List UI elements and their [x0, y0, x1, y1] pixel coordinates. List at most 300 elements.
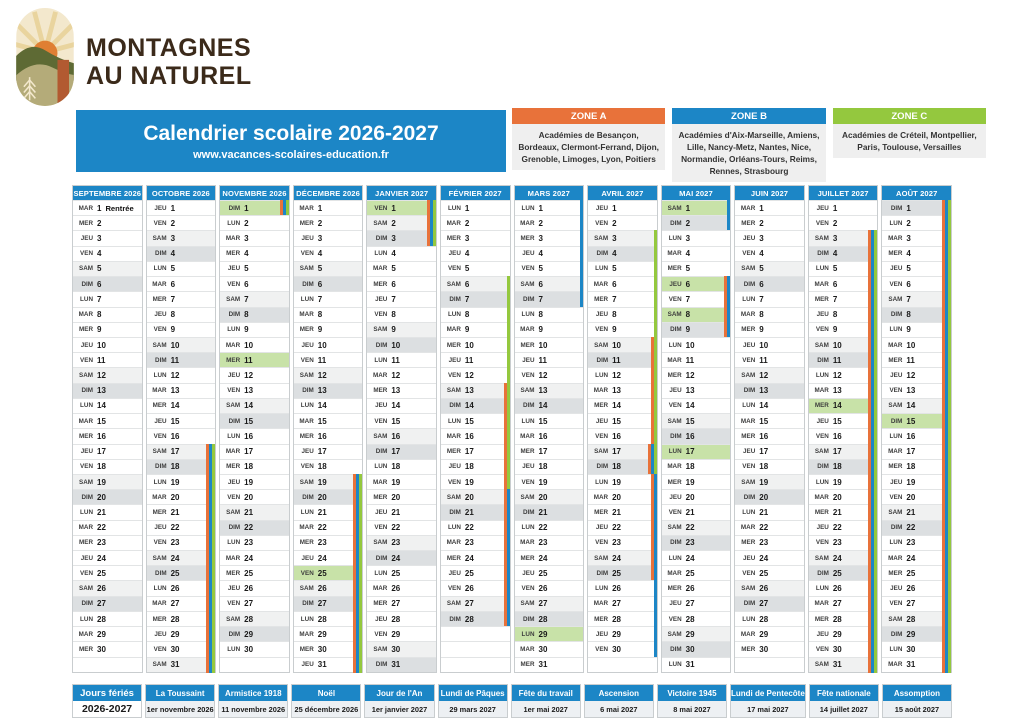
day-number: 23 — [906, 538, 916, 548]
day-cell — [220, 611, 289, 626]
day-cell — [662, 550, 731, 565]
day-number: 27 — [612, 599, 621, 609]
day-number: 9 — [612, 325, 617, 335]
month-header: JANVIER 2027 — [367, 186, 436, 200]
weekday-label: MAR — [78, 417, 93, 425]
day-cell — [220, 459, 289, 474]
zone-c-vacation-stripe — [948, 489, 951, 505]
day-number: 11 — [244, 355, 253, 365]
holiday-box — [438, 684, 508, 718]
day-number: 4 — [759, 249, 764, 259]
day-cell — [588, 504, 657, 519]
day-cell — [294, 580, 363, 595]
weekday-label: MER — [226, 569, 241, 577]
weekday-label: MER — [299, 219, 314, 227]
day-number: 1 — [391, 203, 396, 213]
day-number: 12 — [832, 371, 842, 381]
weekday-label: SAM — [299, 265, 314, 273]
day-number: 10 — [759, 340, 769, 350]
day-cell — [882, 276, 951, 291]
weekday-label: DIM — [890, 204, 903, 212]
day-cell — [882, 504, 951, 519]
weekday-label: LUN — [153, 265, 167, 273]
weekday-label: JEU — [80, 554, 93, 562]
day-number: 2 — [906, 218, 911, 228]
weekday-label: LUN — [227, 219, 241, 227]
day-number: 2 — [170, 218, 176, 228]
day-number: 20 — [832, 492, 842, 502]
logo-wordmark — [86, 34, 252, 90]
holiday-date: 29 mars 2027 — [439, 701, 507, 717]
day-number: 7 — [759, 294, 764, 304]
day-cell — [515, 489, 584, 504]
day-cell — [735, 535, 804, 550]
day-cell — [367, 550, 436, 565]
day-cell — [147, 641, 216, 656]
weekday-label: MER — [446, 341, 461, 349]
day-number: 26 — [832, 584, 842, 594]
month-column — [293, 185, 364, 673]
weekday-label: MER — [373, 493, 388, 501]
weekday-label: VEN — [80, 356, 93, 364]
day-number: 25 — [97, 568, 106, 578]
weekday-label: VEN — [300, 569, 314, 577]
day-number: 1 — [97, 203, 102, 213]
day-number: 22 — [832, 523, 842, 533]
day-number: 27 — [464, 599, 474, 609]
weekday-label: MER — [299, 539, 314, 547]
day-number: 25 — [759, 568, 769, 578]
weekday-label: DIM — [596, 356, 609, 364]
weekday-label: DIM — [228, 204, 241, 212]
day-cell — [441, 383, 510, 398]
day-number: 3 — [759, 234, 764, 244]
day-cell — [220, 215, 289, 230]
zone-c-vacation-stripe — [212, 504, 215, 520]
weekday-label: MAR — [520, 326, 535, 334]
weekday-label: SAM — [79, 265, 93, 273]
day-number: 13 — [97, 386, 106, 396]
day-cell — [220, 367, 289, 382]
day-cell — [735, 596, 804, 611]
day-cell — [220, 657, 289, 672]
holiday-date: 6 mai 2027 — [585, 701, 653, 717]
weekday-label: DIM — [890, 311, 903, 319]
weekday-label: DIM — [890, 417, 903, 425]
weekday-label: LUN — [595, 585, 609, 593]
weekday-label: VEN — [668, 615, 682, 623]
day-cell — [809, 230, 878, 245]
weekday-label: VEN — [153, 326, 167, 334]
zone-c-academies: Académies de Créteil, Montpellier, Paris, Toulouse, Versailles — [833, 124, 986, 158]
day-number: 25 — [170, 568, 180, 578]
day-cell — [73, 626, 142, 641]
month-header: OCTOBRE 2026 — [147, 186, 216, 200]
weekday-label: SAM — [520, 493, 535, 501]
month-header: AOÛT 2027 — [882, 186, 951, 200]
weekday-label: SAM — [373, 326, 388, 334]
day-number: 17 — [906, 447, 916, 457]
day-number: 6 — [317, 279, 323, 289]
day-number: 19 — [685, 477, 695, 487]
day-cell — [367, 565, 436, 580]
day-number: 20 — [538, 492, 548, 502]
weekday-label: MAR — [667, 250, 682, 258]
weekday-label: LUN — [374, 569, 388, 577]
day-number: 10 — [464, 340, 474, 350]
day-cell — [735, 611, 804, 626]
weekday-label: VEN — [80, 463, 93, 471]
zone-c-box — [833, 108, 986, 182]
day-cell — [220, 413, 289, 428]
zone-c-vacation-stripe — [654, 291, 657, 307]
zone-c-vacation-stripe — [874, 596, 877, 612]
day-cell — [73, 276, 142, 291]
day-cell — [220, 565, 289, 580]
weekday-label: MER — [299, 432, 314, 440]
day-number: 13 — [685, 386, 695, 396]
weekday-label: VEN — [889, 387, 903, 395]
day-number: 3 — [464, 234, 470, 244]
day-cell — [809, 444, 878, 459]
day-cell — [367, 535, 436, 550]
zone-a-box — [512, 108, 665, 182]
weekday-label: MER — [741, 432, 756, 440]
day-number: 6 — [759, 279, 764, 289]
month-header: AVRIL 2027 — [588, 186, 657, 200]
day-number: 4 — [832, 249, 838, 259]
zone-c-vacation-stripe — [654, 459, 657, 475]
day-number: 20 — [170, 492, 180, 502]
zone-a-academies: Académies de Besançon, Bordeaux, Clermont-Ferrand, Dijon, Grenoble, Limoges, Lyon, Poitiers — [512, 124, 665, 170]
zone-c-vacation-stripe — [874, 535, 877, 551]
day-cell — [882, 611, 951, 626]
day-cell — [220, 520, 289, 535]
zone-c-vacation-stripe — [948, 657, 951, 673]
weekday-label: LUN — [889, 219, 903, 227]
weekday-label: DIM — [375, 661, 388, 669]
day-cell — [441, 276, 510, 291]
day-cell — [735, 626, 804, 641]
zone-c-vacation-stripe — [507, 459, 510, 475]
day-cell — [220, 596, 289, 611]
day-cell — [515, 261, 584, 276]
zone-c-vacation-stripe — [948, 337, 951, 353]
zone-c-vacation-stripe — [874, 261, 877, 277]
day-number: 10 — [244, 340, 254, 350]
day-number: 17 — [759, 447, 769, 457]
weekday-label: MER — [667, 372, 682, 380]
zone-c-vacation-stripe — [507, 367, 510, 383]
day-number: 6 — [832, 279, 838, 289]
weekday-label: VEN — [815, 326, 829, 334]
day-cell — [441, 565, 510, 580]
day-number: 20 — [464, 492, 474, 502]
day-number: 16 — [832, 431, 842, 441]
day-number: 29 — [832, 629, 842, 639]
weekday-label: JEU — [154, 630, 167, 638]
day-cell — [147, 520, 216, 535]
day-number: 14 — [170, 401, 180, 411]
zone-c-vacation-stripe — [874, 246, 877, 262]
weekday-label: MAR — [225, 448, 241, 456]
day-cell — [147, 413, 216, 428]
day-number: 16 — [464, 431, 474, 441]
zone-b-vacation-stripe — [727, 215, 730, 231]
day-number: 9 — [391, 325, 396, 335]
day-cell — [809, 580, 878, 595]
weekday-label: SAM — [741, 478, 756, 486]
day-cell — [588, 459, 657, 474]
day-number: 15 — [906, 416, 916, 426]
day-cell — [73, 596, 142, 611]
day-cell — [588, 230, 657, 245]
weekday-label: JEU — [743, 341, 756, 349]
weekday-label: LUN — [153, 478, 167, 486]
day-number: 27 — [759, 599, 769, 609]
weekday-label: MER — [373, 600, 388, 608]
day-number: 2 — [538, 218, 543, 228]
weekday-label: MER — [888, 250, 903, 258]
zone-c-vacation-stripe — [286, 200, 289, 216]
day-cell — [441, 580, 510, 595]
day-number: 21 — [170, 507, 180, 517]
month-header: JUILLET 2027 — [809, 186, 878, 200]
day-number: 2 — [464, 218, 470, 228]
weekday-label: VEN — [374, 204, 388, 212]
zone-b-header: ZONE B — [672, 108, 825, 124]
day-cell — [662, 383, 731, 398]
day-number: 28 — [97, 614, 106, 624]
weekday-label: DIM — [596, 463, 609, 471]
day-cell — [441, 596, 510, 611]
day-number: 16 — [759, 431, 769, 441]
weekday-label: LUN — [374, 463, 388, 471]
day-number: 28 — [391, 614, 401, 624]
weekday-label: MER — [814, 295, 829, 303]
weekday-label: LUN — [80, 402, 93, 410]
day-number: 27 — [685, 599, 695, 609]
day-cell — [588, 489, 657, 504]
zone-c-vacation-stripe — [948, 398, 951, 414]
weekday-label: MER — [667, 585, 682, 593]
day-cell — [809, 428, 878, 443]
weekday-label: LUN — [595, 372, 609, 380]
day-cell — [809, 367, 878, 382]
day-cell — [441, 398, 510, 413]
day-number: 13 — [832, 386, 842, 396]
day-cell — [882, 657, 951, 672]
weekday-label: JEU — [595, 311, 609, 319]
day-cell — [220, 352, 289, 367]
day-cell — [441, 550, 510, 565]
weekday-label: JEU — [227, 265, 241, 273]
day-number: 6 — [97, 279, 102, 289]
day-number: 28 — [832, 614, 842, 624]
day-cell — [662, 428, 731, 443]
zone-b-vacation-stripe — [654, 550, 657, 566]
day-number: 16 — [612, 431, 621, 441]
day-number: 11 — [97, 355, 106, 365]
day-number: 15 — [391, 416, 401, 426]
day-number: 29 — [391, 629, 401, 639]
day-cell — [882, 200, 951, 215]
day-cell — [294, 459, 363, 474]
zone-c-vacation-stripe — [874, 413, 877, 429]
day-number: 26 — [685, 584, 695, 594]
day-cell — [73, 413, 142, 428]
day-cell — [809, 246, 878, 261]
day-number: 16 — [244, 431, 254, 441]
weekday-label: MER — [79, 326, 93, 334]
weekday-label: LUN — [227, 539, 241, 547]
zone-c-vacation-stripe — [948, 641, 951, 657]
zone-c-vacation-stripe — [507, 444, 510, 460]
day-cell — [882, 535, 951, 550]
weekday-label: SAM — [594, 448, 609, 456]
weekday-label: VEN — [447, 265, 461, 273]
day-cell — [809, 641, 878, 656]
weekday-label: SAM — [594, 235, 609, 243]
zone-c-vacation-stripe — [654, 322, 657, 338]
holiday-box — [218, 684, 288, 718]
day-number: 30 — [906, 644, 916, 654]
day-cell — [73, 352, 142, 367]
day-cell — [441, 322, 510, 337]
day-cell — [73, 657, 142, 672]
day-number: 24 — [391, 553, 401, 563]
day-cell — [809, 520, 878, 535]
day-number: 14 — [97, 401, 106, 411]
day-cell — [662, 657, 731, 672]
weekday-label: MER — [446, 448, 461, 456]
day-number: 6 — [685, 279, 691, 289]
weekday-label: VEN — [595, 326, 609, 334]
month-column — [72, 185, 143, 673]
day-number: 22 — [685, 523, 695, 533]
zone-c-vacation-stripe — [874, 383, 877, 399]
weekday-label: VEN — [595, 432, 609, 440]
day-number: 6 — [170, 279, 176, 289]
weekday-label: MAR — [888, 235, 903, 243]
zone-c-vacation-stripe — [359, 657, 362, 673]
zone-c-vacation-stripe — [874, 367, 877, 383]
weekday-label: JEU — [227, 585, 241, 593]
day-cell — [294, 444, 363, 459]
weekday-label: DIM — [522, 402, 535, 410]
day-number: 17 — [538, 447, 548, 457]
day-cell — [147, 596, 216, 611]
day-cell — [294, 535, 363, 550]
holiday-name: Victoire 1945 — [658, 685, 726, 701]
zone-c-vacation-stripe — [212, 489, 215, 505]
day-number: 26 — [391, 584, 401, 594]
weekday-label: MER — [814, 402, 829, 410]
site-url: www.vacances-scolaires-education.fr — [193, 148, 389, 161]
day-cell — [515, 230, 584, 245]
weekday-label: SAM — [373, 645, 388, 653]
day-cell — [809, 535, 878, 550]
day-number: 16 — [538, 431, 548, 441]
day-cell — [220, 230, 289, 245]
day-cell — [441, 428, 510, 443]
day-number: 14 — [759, 401, 769, 411]
weekday-label: SAM — [888, 295, 903, 303]
weekday-label: MER — [814, 508, 829, 516]
day-cell — [809, 322, 878, 337]
day-cell — [735, 580, 804, 595]
weekday-label: SAM — [299, 585, 314, 593]
day-number: 3 — [612, 234, 617, 244]
weekday-label: MER — [152, 402, 167, 410]
weekday-label: VEN — [374, 630, 388, 638]
day-number: 27 — [538, 599, 548, 609]
day-number: 16 — [317, 431, 327, 441]
logo-line2: AU NATUREL — [86, 62, 252, 90]
weekday-label: VEN — [668, 508, 682, 516]
month-column — [587, 185, 658, 673]
day-number: 3 — [685, 234, 691, 244]
day-number: 24 — [244, 553, 254, 563]
day-cell — [220, 428, 289, 443]
zone-c-vacation-stripe — [359, 474, 362, 490]
day-number: 10 — [832, 340, 842, 350]
day-cell — [515, 535, 584, 550]
day-number: 28 — [170, 614, 180, 624]
day-number: 26 — [759, 584, 769, 594]
day-number: 2 — [759, 218, 764, 228]
weekday-label: MAR — [225, 235, 241, 243]
day-cell — [147, 474, 216, 489]
weekday-label: MER — [888, 569, 903, 577]
zone-c-vacation-stripe — [212, 626, 215, 642]
day-cell — [588, 215, 657, 230]
day-cell — [735, 215, 804, 230]
weekday-label: SAM — [79, 478, 93, 486]
day-number: 8 — [244, 310, 249, 320]
holiday-name: Armistice 1918 — [219, 685, 287, 701]
weekday-label: DIM — [890, 630, 903, 638]
day-number: 19 — [464, 477, 474, 487]
weekday-label: MAR — [667, 569, 682, 577]
day-number: 21 — [317, 507, 327, 517]
weekday-label: SAM — [741, 265, 756, 273]
weekday-label: LUN — [815, 585, 829, 593]
day-number: 12 — [759, 371, 769, 381]
zone-b-vacation-stripe — [507, 489, 510, 505]
weekday-label: MAR — [299, 630, 314, 638]
day-number: 5 — [244, 264, 249, 274]
day-cell — [809, 459, 878, 474]
weekday-label: MAR — [78, 524, 93, 532]
day-cell — [367, 413, 436, 428]
weekday-label: MER — [79, 219, 93, 227]
day-number: 20 — [97, 492, 106, 502]
weekday-label: MAR — [299, 417, 314, 425]
weekday-label: MAR — [520, 432, 535, 440]
day-cell — [882, 459, 951, 474]
day-cell — [515, 215, 584, 230]
day-number: 3 — [832, 234, 838, 244]
day-cell — [73, 489, 142, 504]
day-number: 23 — [759, 538, 769, 548]
day-cell — [147, 383, 216, 398]
day-cell — [294, 428, 363, 443]
weekday-label: JEU — [448, 569, 461, 577]
day-number: 21 — [759, 507, 769, 517]
weekday-label: VEN — [521, 478, 535, 486]
zone-b-vacation-stripe — [507, 520, 510, 536]
